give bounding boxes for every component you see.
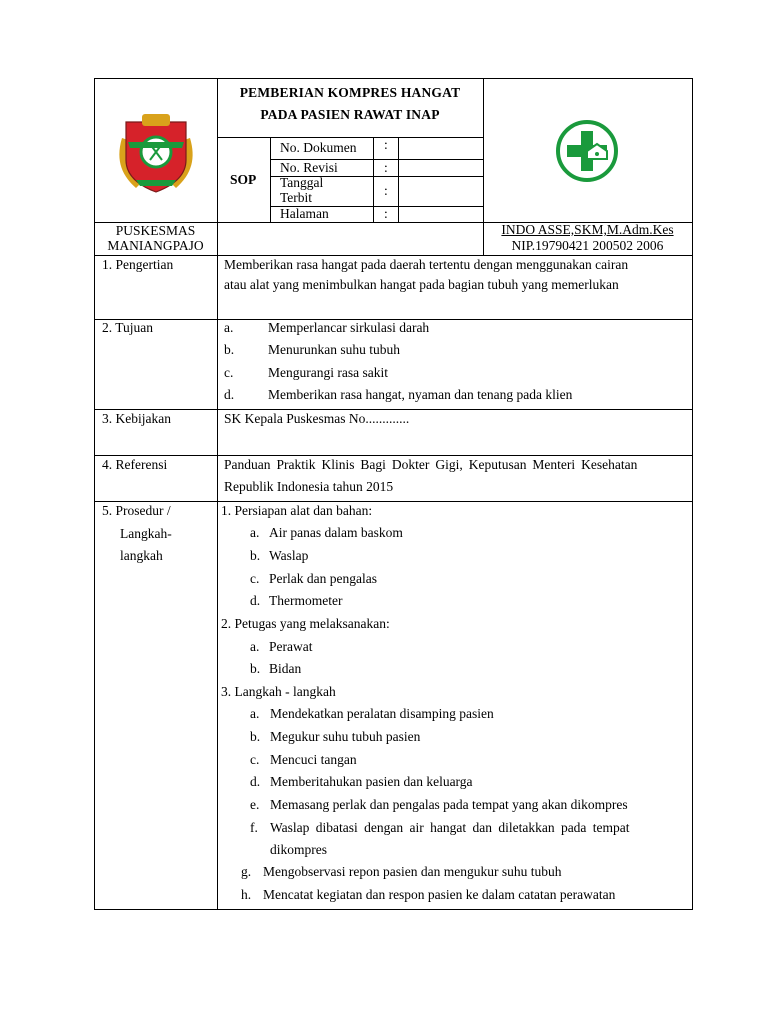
tujuan-item-a: Memperlancar sirkulasi darah — [268, 320, 430, 335]
section-label-kebijakan: 3. Kebijakan — [102, 411, 171, 426]
prosedur-heading-2: 2. Petugas yang melaksanakan: — [221, 616, 390, 631]
tujuan-item-c: Mengurangi rasa sakit — [268, 365, 388, 380]
tujuan-marker-c: c. — [224, 365, 234, 380]
prosedur-1-item-b: Waslap — [269, 548, 309, 563]
prosedur-3-item-h: Mencatat kegiatan dan respon pasien ke dalam catatan perawatan — [263, 887, 616, 902]
regional-crest-icon — [112, 108, 200, 196]
prosedur-3-item-g: Mengobservasi repon pasien dan mengukur suhu tubuh — [263, 864, 562, 879]
prosedur-3-marker-g: g. — [241, 864, 252, 879]
prosedur-heading-3: 3. Langkah - langkah — [221, 684, 336, 699]
prosedur-2-marker-b: b. — [250, 661, 261, 676]
prosedur-3-item-e: Memasang perlak dan pengalas pada tempat yang akan dikompres — [270, 797, 628, 812]
tujuan-marker-a: a. — [224, 320, 234, 335]
prosedur-1-item-c: Perlak dan pengalas — [269, 571, 377, 586]
prosedur-3-marker-f: f. — [250, 820, 258, 835]
tujuan-item-b: Menurunkan suhu tubuh — [268, 342, 400, 357]
prosedur-3-item-f: Waslap dibatasi dengan air hangat dan diletakkan pada tempat — [270, 820, 630, 835]
meta-tanggal-label: Tanggal — [280, 175, 324, 190]
prosedur-3-marker-h: h. — [241, 887, 252, 902]
document-title-line2: PADA PASIEN RAWAT INAP — [260, 107, 440, 122]
prosedur-1-marker-d: d. — [250, 593, 261, 608]
section-label-prosedur: 5. Prosedur / — [102, 503, 171, 518]
section-label-langkah2: langkah — [120, 548, 163, 563]
signer-nip: NIP.19790421 200502 2006 — [511, 238, 664, 253]
prosedur-1-marker-b: b. — [250, 548, 261, 563]
meta-terbit-label: Terbit — [280, 190, 313, 205]
signer-block — [483, 222, 692, 254]
org-name-line2: MANIANGPAJO — [107, 238, 204, 253]
prosedur-1-item-a: Air panas dalam baskom — [269, 525, 403, 540]
prosedur-1-item-d: Thermometer — [269, 593, 343, 608]
sop-label: SOP — [230, 172, 257, 187]
prosedur-3-marker-b: b. — [250, 729, 261, 744]
prosedur-3-marker-a: a. — [250, 706, 260, 721]
section-label-tujuan: 2. Tujuan — [102, 320, 154, 335]
meta-no-revisi-colon: : — [384, 160, 388, 175]
meta-no-revisi-label: No. Revisi — [280, 160, 338, 175]
tujuan-marker-d: d. — [224, 387, 235, 402]
referensi-text-line2: Republik Indonesia tahun 2015 — [224, 479, 394, 494]
pengertian-text-line2: atau alat yang menimbulkan hangat pada bagian tubuh yang memerlukan — [224, 277, 619, 292]
meta-no-dokumen-label: No. Dokumen — [280, 140, 357, 155]
referensi-text-line1: Panduan Praktik Klinis Bagi Dokter Gigi, Keputusan Menteri Kesehatan — [224, 457, 638, 472]
meta-no-dokumen-colon: : — [384, 137, 388, 152]
prosedur-2-item-b: Bidan — [269, 661, 302, 676]
section-label-referensi: 4. Referensi — [102, 457, 168, 472]
prosedur-1-marker-a: a. — [250, 525, 260, 540]
meta-tanggal-colon: : — [384, 183, 388, 198]
prosedur-2-marker-a: a. — [250, 639, 260, 654]
section-label-langkah: Langkah- — [120, 526, 172, 541]
kebijakan-text: SK Kepala Puskesmas No............. — [224, 411, 410, 426]
prosedur-3-marker-d: d. — [250, 774, 261, 789]
pengertian-text-line1: Memberikan rasa hangat pada daerah tertentu dengan menggunakan cairan — [224, 257, 629, 272]
prosedur-heading-1: 1. Persiapan alat dan bahan: — [221, 503, 373, 518]
prosedur-3-marker-e: e. — [250, 797, 260, 812]
health-cross-icon — [554, 118, 620, 184]
tujuan-marker-b: b. — [224, 342, 235, 357]
prosedur-3-marker-c: c. — [250, 752, 260, 767]
meta-halaman-label: Halaman — [280, 206, 329, 221]
org-name-line1: PUSKESMAS — [115, 223, 196, 238]
prosedur-3-item-a: Mendekatkan peralatan disamping pasien — [270, 706, 494, 721]
prosedur-3-item-d: Memberitahukan pasien dan keluarga — [270, 774, 473, 789]
section-label-pengertian: 1. Pengertian — [102, 257, 174, 272]
signer-name: INDO ASSE,SKM,M.Adm.Kes — [501, 222, 674, 237]
prosedur-1-marker-c: c. — [250, 571, 260, 586]
prosedur-3-item-f-cont: dikompres — [270, 842, 327, 857]
document-title-line1: PEMBERIAN KOMPRES HANGAT — [239, 85, 461, 100]
prosedur-3-item-b: Megukur suhu tubuh pasien — [270, 729, 421, 744]
prosedur-3-item-c: Mencuci tangan — [270, 752, 357, 767]
org-name — [94, 223, 217, 253]
tujuan-item-d: Memberikan rasa hangat, nyaman dan tenang pada klien — [268, 387, 573, 402]
prosedur-2-item-a: Perawat — [269, 639, 313, 654]
meta-halaman-colon: : — [384, 206, 388, 221]
